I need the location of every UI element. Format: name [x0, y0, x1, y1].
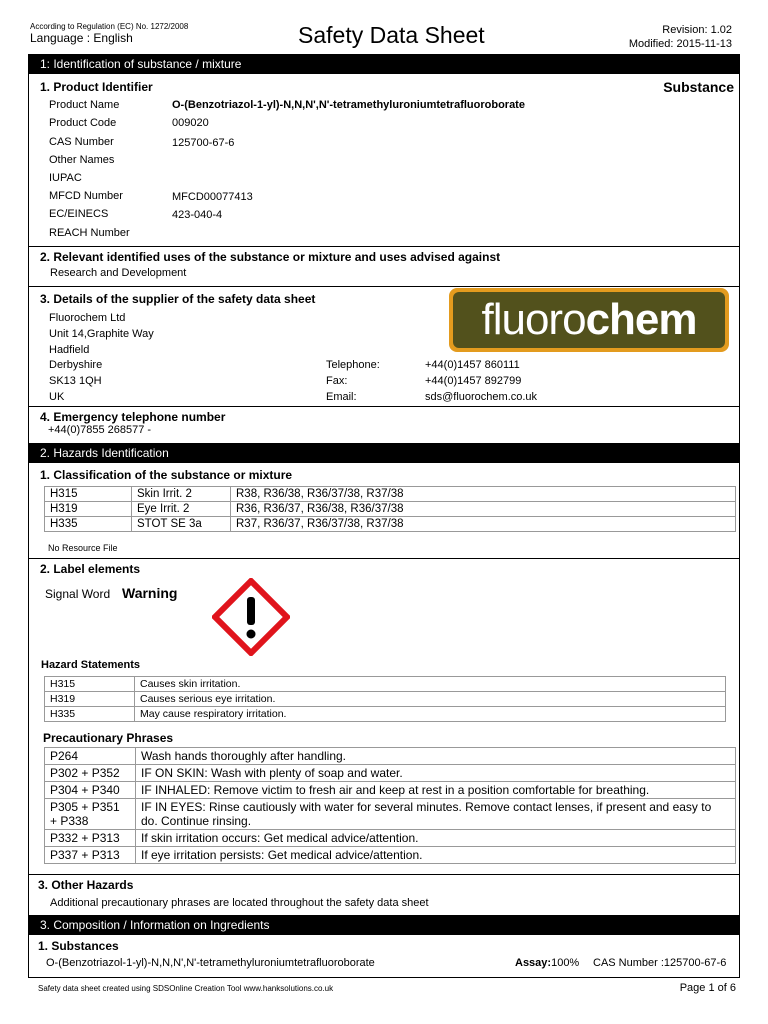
table-cell: H335: [45, 517, 132, 532]
classification-table: [44, 486, 736, 532]
address-line: Hadfield: [49, 344, 90, 356]
table-cell: R36, R36/37, R36/38, R36/37/38: [231, 502, 736, 517]
label-elements-heading: 2. Label elements: [40, 562, 141, 576]
classification-heading: 1. Classification of the substance or mixture: [40, 468, 293, 482]
page-title: Safety Data Sheet: [298, 22, 485, 48]
exclamation-mark-icon: [212, 578, 290, 656]
table-cell: Skin Irrit. 2: [132, 487, 231, 502]
assay-label: Assay:: [515, 957, 552, 969]
table-cell: Causes skin irritation.: [135, 677, 726, 692]
email-label: Email:: [326, 391, 357, 403]
table-cell: Causes serious eye irritation.: [135, 692, 726, 707]
revision-text: Revision: 1.02: [662, 24, 732, 36]
table-cell: If skin irritation occurs: Get medical advice/attention.: [136, 830, 736, 847]
table-cell: Wash hands thoroughly after handling.: [136, 748, 736, 765]
precautionary-heading: Precautionary Phrases: [43, 731, 174, 745]
signal-word-label: Signal Word: [45, 587, 111, 601]
cas-label: CAS Number :: [593, 957, 664, 969]
cas-value: 125700-67-6: [663, 957, 727, 969]
row-label: CAS Number: [49, 136, 114, 148]
divider: [28, 246, 740, 247]
substance-label: Substance: [663, 79, 734, 95]
table-row: [45, 502, 736, 517]
telephone-value: +44(0)1457 860111: [425, 359, 520, 371]
language-text: Language : English: [30, 31, 133, 45]
table-row: [45, 830, 736, 847]
row-label: Other Names: [49, 154, 115, 166]
divider: [28, 406, 740, 407]
table-row: [45, 847, 736, 864]
address-line: SK13 1QH: [49, 375, 102, 387]
supplier-heading: 3. Details of the supplier of the safety data sheet: [40, 292, 316, 306]
table-cell: P302 + P352: [45, 765, 136, 782]
row-value: 125700-67-6: [172, 137, 235, 149]
table-row: [45, 487, 736, 502]
divider: [28, 874, 740, 875]
table-cell: R38, R36/38, R36/37/38, R37/38: [231, 487, 736, 502]
table-cell: Eye Irrit. 2: [132, 502, 231, 517]
table-cell: STOT SE 3a: [132, 517, 231, 532]
table-cell: P304 + P340: [45, 782, 136, 799]
table-cell: IF ON SKIN: Wash with plenty of soap and water.: [136, 765, 736, 782]
table-cell: If eye irritation persists: Get medical advice/attention.: [136, 847, 736, 864]
address-line: Unit 14,Graphite Way: [49, 328, 154, 340]
product-identifier-heading: 1. Product Identifier: [40, 80, 153, 94]
address-line: UK: [49, 391, 65, 403]
row-label: REACH Number: [49, 227, 130, 239]
table-row: [45, 692, 726, 707]
substances-heading: 1. Substances: [38, 939, 119, 953]
address-line: Fluorochem Ltd: [49, 312, 126, 324]
substance-name: O-(Benzotriazol-1-yl)-N,N,N',N'-tetramethyluroniumtetrafluoroborate: [46, 957, 375, 969]
logo-text: [453, 292, 725, 348]
table-cell: P305 + P351 + P338: [45, 799, 136, 830]
fax-value: +44(0)1457 892799: [425, 375, 522, 387]
fluorochem-logo: [449, 288, 729, 352]
table-row: [45, 782, 736, 799]
row-value: MFCD00077413: [172, 191, 253, 203]
row-label: Product Name: [49, 99, 120, 111]
modified-text: Modified: 2015-11-13: [628, 38, 732, 50]
table-row: [45, 748, 736, 765]
footer-created-text: Safety data sheet created using SDSOnline Creation Tool www.hanksolutions.co.uk: [38, 984, 334, 993]
row-value: 423-040-4: [172, 209, 223, 221]
page-header: [0, 0, 768, 56]
table-row: [45, 765, 736, 782]
uses-value: Research and Development: [50, 267, 187, 279]
assay-info: [515, 957, 579, 969]
fax-label: Fax:: [326, 375, 348, 387]
table-row: [45, 517, 736, 532]
page-number: Page 1 of 6: [679, 982, 736, 994]
table-cell: H319: [45, 692, 135, 707]
hazard-statements-table: [44, 676, 726, 722]
table-row: [45, 677, 726, 692]
table-cell: P337 + P313: [45, 847, 136, 864]
table-cell: H335: [45, 707, 135, 722]
address-line: Derbyshire: [49, 359, 103, 371]
logo-text-b: chem: [585, 295, 697, 344]
emergency-value: +44(0)7855 268577 -: [48, 424, 152, 436]
hazard-statements-heading: Hazard Statements: [41, 659, 141, 671]
cas-info: [593, 957, 726, 969]
row-label: Product Code: [49, 117, 117, 129]
table-cell: P264: [45, 748, 136, 765]
table-cell: IF INHALED: Remove victim to fresh air and keep at rest in a position comfortable for breathing.: [136, 782, 736, 799]
other-hazards-value: Additional precautionary phrases are located throughout the safety data sheet: [50, 897, 429, 909]
uses-heading: 2. Relevant identified uses of the substance or mixture and uses advised against: [40, 250, 501, 264]
divider: [28, 558, 740, 559]
table-cell: IF IN EYES: Rinse cautiously with water for several minutes. Remove contact lenses, if present and easy to do. Continue rinsing.: [136, 799, 736, 830]
email-value: sds@fluorochem.co.uk: [425, 391, 538, 403]
regulation-text: According to Regulation (EC) No. 1272/2008: [30, 22, 189, 31]
table-cell: H315: [45, 677, 135, 692]
row-label: MFCD Number: [49, 190, 123, 202]
table-cell: P332 + P313: [45, 830, 136, 847]
table-cell: H315: [45, 487, 132, 502]
table-cell: May cause respiratory irritation.: [135, 707, 726, 722]
logo-text-a: fluoro: [481, 295, 586, 344]
divider: [28, 286, 740, 287]
no-resource-text: No Resource File: [48, 543, 118, 553]
row-value: 009020: [172, 117, 209, 129]
section-2-bar: 2. Hazards Identification: [28, 443, 740, 463]
row-value: O-(Benzotriazol-1-yl)-N,N,N',N'-tetramethyluroniumtetrafluoroborate: [172, 99, 525, 111]
row-label: IUPAC: [49, 172, 82, 184]
row-label: EC/EINECS: [49, 208, 109, 220]
telephone-label: Telephone:: [326, 359, 380, 371]
table-cell: R37, R36/37, R36/37/38, R37/38: [231, 517, 736, 532]
table-cell: H319: [45, 502, 132, 517]
table-row: [45, 799, 736, 830]
section-1-bar: 1: Identification of substance / mixture: [28, 54, 740, 74]
section-3-bar: 3. Composition / Information on Ingredients: [28, 915, 740, 935]
assay-value: 100%: [551, 957, 580, 969]
signal-word-value: Warning: [122, 585, 178, 601]
precautionary-table: [44, 747, 736, 864]
other-hazards-heading: 3. Other Hazards: [38, 878, 134, 892]
table-row: [45, 707, 726, 722]
emergency-heading: 4. Emergency telephone number: [40, 410, 226, 424]
